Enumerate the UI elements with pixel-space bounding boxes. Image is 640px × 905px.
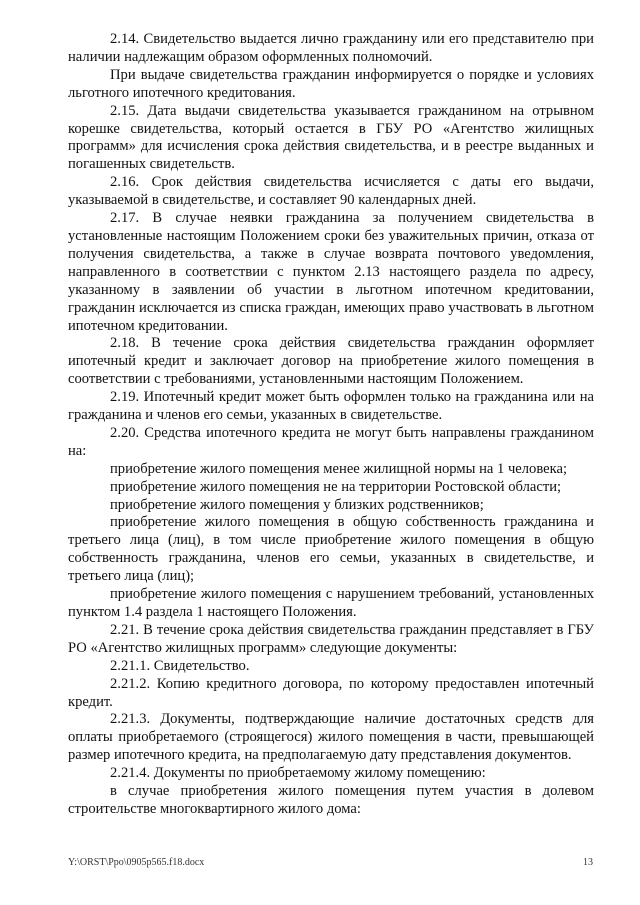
paragraph-2-21-1: 2.21.1. Свидетельство. <box>110 657 250 674</box>
paragraph-2-21-3: 2.21.3. Документы, подтверждающие наличие достаточных средств для оплаты приобретаемого (строящегося) жилого помещения в части, превышающей размер ипотечного кредита, на предполагаемую дату представления документов. <box>68 711 594 764</box>
paragraph-2-21-4: 2.21.4. Документы по приобретаемому жилому помещению: <box>110 765 486 782</box>
paragraph-2-21-2: 2.21.2. Копию кредитного договора, по которому предоставлен ипотечный кредит. <box>68 675 594 710</box>
paragraph-2-20: 2.20. Средства ипотечного кредита не могут быть направлены гражданином на: <box>68 424 594 459</box>
paragraph-2-21: 2.21. В течение срока действия свидетельства гражданин представляет в ГБУ РО «Агентство жилищных программ» следующие документы: <box>68 621 594 656</box>
list-item: приобретение жилого помещения у близких родственников; <box>110 496 484 513</box>
paragraph-2-14-info: При выдаче свидетельства гражданин информируется о порядке и условиях льготного ипотечного кредитования. <box>68 66 594 101</box>
paragraph-2-18: 2.18. В течение срока действия свидетельства гражданин оформляет ипотечный кредит и заключает договор на приобретение жилого помещения в соответствии с требованиями, установленными настоящим Положением. <box>68 335 594 388</box>
paragraph-2-14: 2.14. Свидетельство выдается лично гражданину или его представителю при наличии надлежащим образом оформленных полномочий. <box>68 31 594 65</box>
paragraph-2-17: 2.17. В случае неявки гражданина за получением свидетельства в установленные настоящим Положением сроки без уважительных причин, отказа от получения свидетельства, а также в случае возврата почтового уведомления, направленного в соответствии с пунктом 2.13 настоящего раздела по адресу, указанному в заявлении об участии в льготном ипотечном кредитовании, гражданин исключается из списка граждан, имеющих право участвовать в льготном ипотечном кредитовании. <box>68 210 594 334</box>
page-number: 13 <box>583 857 593 868</box>
paragraph-2-16: 2.16. Срок действия свидетельства исчисляется с даты его выдачи, указываемой в свидетельстве, и составляет 90 календарных дней. <box>68 174 594 209</box>
paragraph-2-15: 2.15. Дата выдачи свидетельства указывается гражданином на отрывном корешке свидетельства, который остается в ГБУ РО «Агентство жилищных программ» для исчисления срока действия свидетельства, и в реестре выданных и погашенных свидетельств. <box>68 102 594 173</box>
document-body <box>68 31 594 819</box>
list-item: приобретение жилого помещения с нарушением требований, установленных пунктом 1.4 раздела 1 настоящего Положения. <box>68 586 594 620</box>
list-item: приобретение жилого помещения менее жилищной нормы на 1 человека; <box>110 460 568 477</box>
paragraph-2-19: 2.19. Ипотечный кредит может быть оформлен только на гражданина или на гражданина и членов его семьи, указанных в свидетельстве. <box>68 389 594 424</box>
footer-file-path: Y:\ORST\Ppo\0905p565.f18.docx <box>68 857 205 868</box>
list-item: приобретение жилого помещения не на территории Ростовской области; <box>110 478 562 495</box>
list-item: приобретение жилого помещения в общую собственность гражданина и третьего лица (лиц), в том числе приобретение жилого помещения в общую собственность гражданина, членов его семьи, указанных в свидетельстве, и третьего лица (лиц); <box>68 514 594 585</box>
list-item: в случае приобретения жилого помещения путем участия в долевом строительстве многоквартирного жилого дома: <box>68 783 594 817</box>
